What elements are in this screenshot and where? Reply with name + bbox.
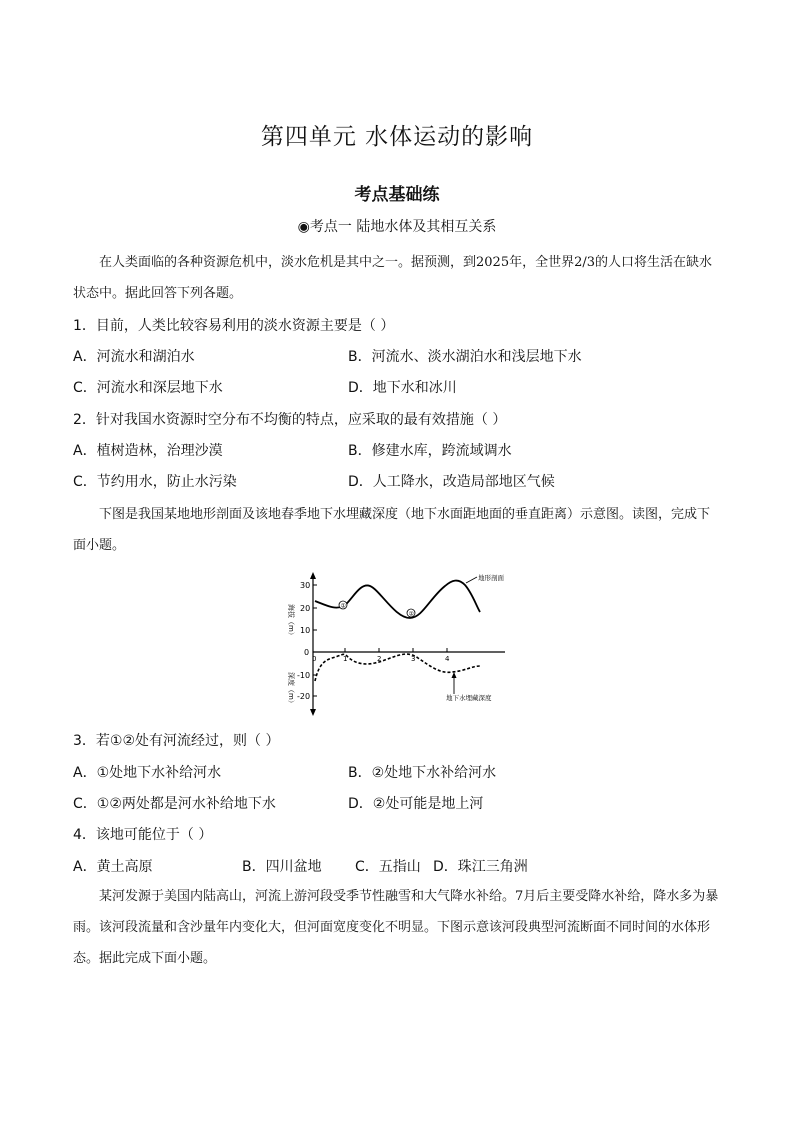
q1-option-a: A．河流水和湖泊水 [73, 349, 195, 365]
q2-option-d: D．人工降水，改造局部地区气候 [348, 474, 555, 490]
y-label-elevation: 海拔（m） [287, 604, 295, 639]
q2-option-b: B．修建水库，跨流域调水 [348, 443, 512, 459]
x-tick-0: 0 [312, 655, 317, 663]
q3-option-a: A．①处地下水补给河水 [73, 765, 222, 781]
subtitle: 考点基础练 [354, 185, 440, 205]
section-heading: ◉考点一 陆地水体及其相互关系 [297, 219, 497, 235]
question-4-stem: 4．该地可能位于（ ） [73, 827, 213, 843]
page-title: 第四单元 水体运动的影响 [260, 124, 534, 150]
tick-neg10: -10 [297, 671, 311, 680]
q1-option-c: C．河流水和深层地下水 [73, 380, 223, 396]
q3-option-c: C．①②两处都是河水补给地下水 [73, 796, 276, 812]
q1-option-d: D．地下水和冰川 [348, 380, 457, 396]
legend-pointer-profile [466, 577, 477, 583]
legend-arrow-groundwater [452, 672, 457, 678]
terrain-groundwater-figure [280, 568, 520, 718]
q4-option-a: A．黄土高原 [73, 859, 153, 875]
passage-1: 在人类面临的各种资源危机中，淡水危机是其中之一。据预测，到2025年，全世界2/3的人口将生活在缺水状态中。据此回答下列各题。 [73, 255, 713, 301]
legend-groundwater-depth: 地下水埋藏深度 [446, 694, 492, 702]
question-1-stem: 1．目前，人类比较容易利用的淡水资源主要是（ ） [73, 318, 395, 334]
q4-option-c: C．五指山 [355, 859, 421, 875]
q2-option-a: A．植树造林，治理沙漠 [73, 443, 223, 459]
tick-neg20: -20 [297, 692, 311, 701]
q3-option-b: B．②处地下水补给河水 [348, 765, 497, 781]
tick-30: 30 [300, 581, 311, 590]
q3-option-d: D．②处可能是地上河 [348, 796, 484, 812]
marker-2: ② [408, 610, 414, 618]
passage-3: 某河发源于美国内陆高山，河流上游河段受季节性融雪和大气降水补给。7月后主要受降水补给，降水多为暴雨。该河段流量和含沙量年内变化大，但河面宽度变化不明显。下图示意该河段典型河流断面不同时间的水体形态。据此完成下面小题。 [73, 889, 719, 966]
y-axis-arrow-down [310, 709, 316, 716]
x-tick-1: 1 [343, 655, 348, 663]
q4-option-b: B．四川盆地 [242, 859, 322, 875]
terrain-profile-line [315, 581, 480, 618]
question-3-stem: 3．若①②处有河流经过，则（ ） [73, 733, 280, 749]
passage-2: 下图是我国某地地形剖面及该地春季地下水埋藏深度（地下水面距地面的垂直距离）示意图。读图，完成下面小题。 [73, 507, 711, 553]
y-label-depth: 深度（m） [287, 672, 295, 707]
y-axis-arrow-up [310, 572, 316, 579]
tick-10: 10 [300, 626, 311, 635]
x-tick-3: 3 [411, 655, 416, 663]
legend-terrain-profile: 地形剖面 [478, 574, 504, 582]
x-tick-4: 4 [445, 655, 450, 663]
q4-option-d: D．珠江三角洲 [433, 859, 528, 875]
q1-option-b: B．河流水、淡水湖泊水和浅层地下水 [348, 349, 582, 365]
tick-20: 20 [300, 604, 311, 613]
marker-1: ① [340, 602, 346, 610]
tick-0: 0 [304, 648, 310, 657]
question-2-stem: 2．针对我国水资源时空分布不均衡的特点，应采取的最有效措施（ ） [73, 412, 507, 428]
x-tick-2: 2 [377, 655, 382, 663]
q2-option-c: C．节约用水，防止水污染 [73, 474, 237, 490]
